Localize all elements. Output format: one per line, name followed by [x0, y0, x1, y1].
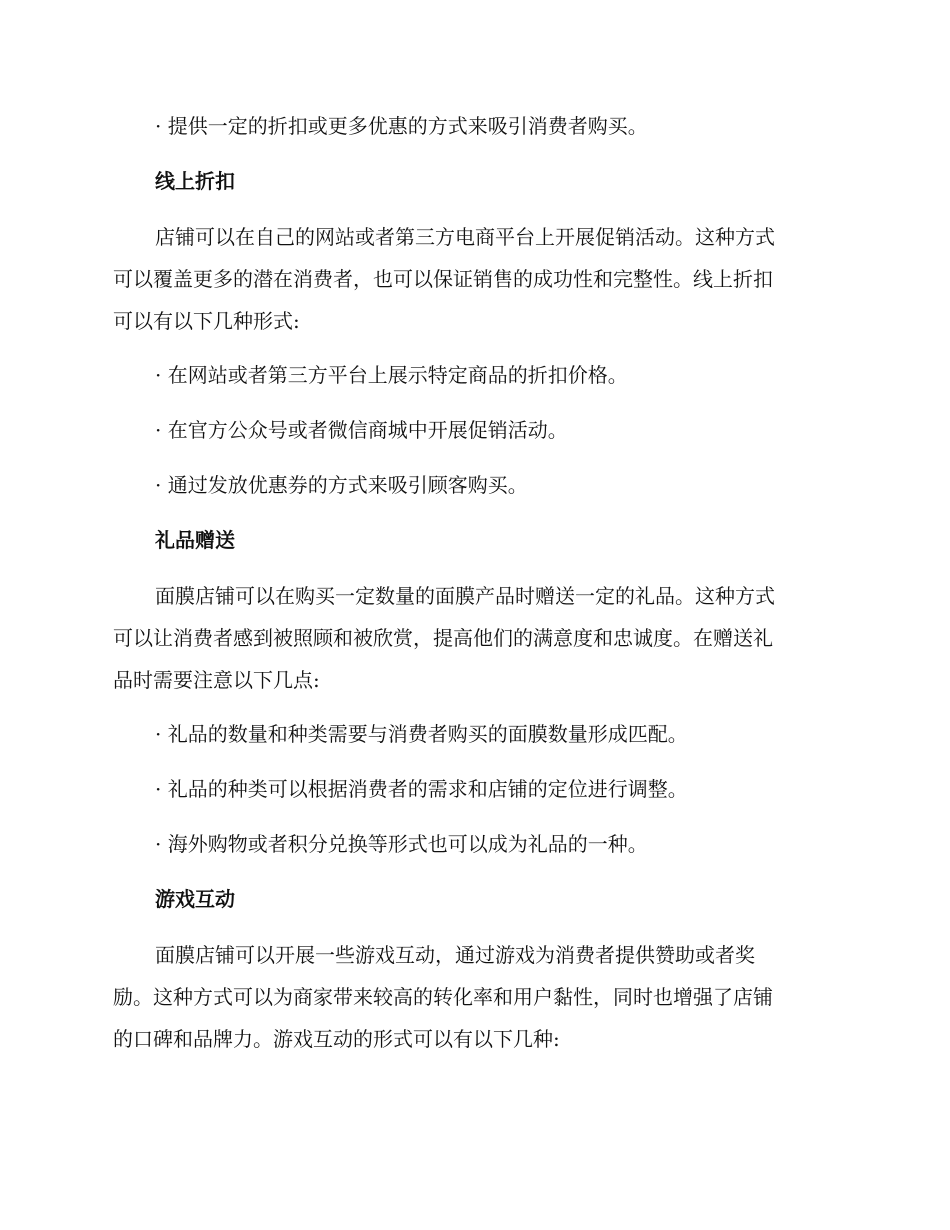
section-paragraph	[113, 575, 833, 701]
section-heading-online-discount: 线上折扣	[155, 169, 235, 193]
paragraph-line: 可以有以下几种形式:	[113, 309, 300, 333]
paragraph-line: 可以让消费者感到被照顾和被欣赏，提高他们的满意度和忠诚度。在赠送礼	[113, 626, 773, 650]
paragraph-line: 励。这种方式可以为商家带来较高的转化率和用户黏性，同时也增强了店铺	[113, 985, 773, 1009]
list-item: · 礼品的数量和种类需要与消费者购买的面膜数量形成匹配。	[155, 722, 688, 746]
paragraph-line: 品时需要注意以下几点:	[113, 668, 320, 692]
paragraph-line: 店铺可以在自己的网站或者第三方电商平台上开展促销活动。这种方式	[155, 225, 775, 249]
document-page	[113, 106, 833, 1073]
paragraph-line: 可以覆盖更多的潜在消费者，也可以保证销售的成功性和完整性。线上折扣	[113, 267, 773, 291]
paragraph-line: 的口碑和品牌力。游戏互动的形式可以有以下几种:	[113, 1027, 560, 1051]
paragraph-line: 面膜店铺可以开展一些游戏互动，通过游戏为消费者提供赞助或者奖	[155, 943, 755, 967]
section-paragraph	[113, 216, 833, 342]
paragraph-line: 面膜店铺可以在购买一定数量的面膜产品时赠送一定的礼品。这种方式	[155, 584, 775, 608]
section-heading-game-interaction: 游戏互动	[155, 887, 235, 911]
list-item: · 礼品的种类可以根据消费者的需求和店铺的定位进行调整。	[155, 777, 688, 801]
list-item: · 在官方公众号或者微信商城中开展促销活动。	[155, 418, 568, 442]
section-paragraph	[113, 934, 833, 1060]
list-item: · 海外购物或者积分兑换等形式也可以成为礼品的一种。	[155, 832, 648, 856]
section-heading-gift: 礼品赠送	[155, 528, 235, 552]
list-item: · 通过发放优惠券的方式来吸引顾客购买。	[155, 473, 528, 497]
list-item: · 在网站或者第三方平台上展示特定商品的折扣价格。	[155, 363, 628, 387]
intro-bullet: · 提供一定的折扣或更多优惠的方式来吸引消费者购买。	[155, 114, 648, 138]
